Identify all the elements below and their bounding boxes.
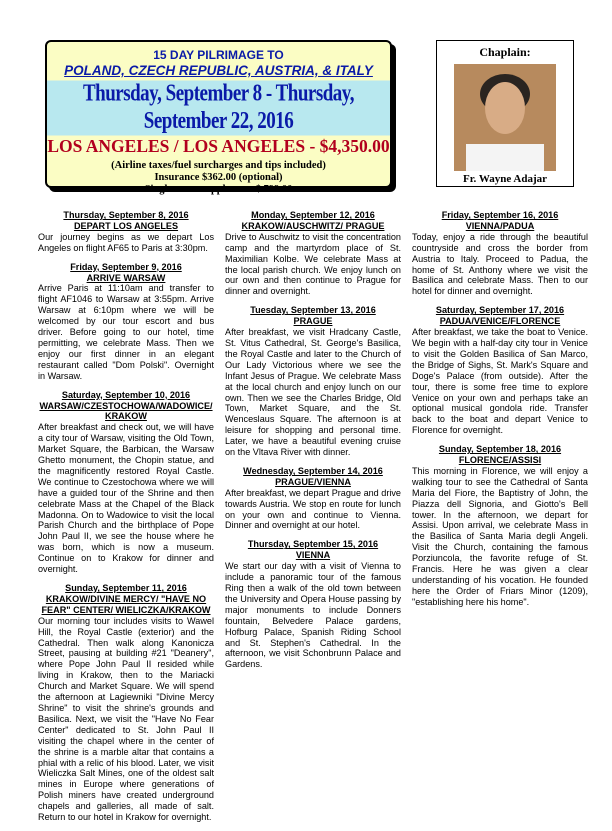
day-places: DEPART LOS ANGELES [73, 220, 179, 231]
day-date: Monday, September 12, 2016 [251, 210, 375, 220]
itinerary-column-1 [38, 210, 214, 831]
banner-note: (Airline taxes/fuel surcharges and tips included) [111, 160, 326, 171]
chaplain-box [436, 40, 574, 187]
chaplain-name: Fr. Wayne Adajar [462, 173, 548, 185]
day-date: Thursday, September 8, 2016 [63, 210, 189, 220]
itinerary-day [412, 210, 588, 297]
day-date: Thursday, September 15, 2016 [247, 539, 379, 550]
day-description: After breakfast and check out, we will have a city tour of Warsaw, visiting the Old Town, Market Square, the Barbican, the Warsaw Ghetto monument, the Chopin statue, and the magnificently restored Royal Castle. We continue to Czestochowa where we will have a guided tour of the Shrine and then celebrate Mass at the Chapel of the Black Madonna. On to Wadowice to visit the local Parish Church and the birthplace of Pope John Paul II, we see the house where he was born, which is now a museum. Continue on to Krakow for dinner and overnight. [38, 422, 214, 575]
itinerary-day [38, 262, 214, 382]
banner-route-price: LOS ANGELES / LOS ANGELES - $4,350.00 [47, 136, 390, 156]
day-description: Our journey begins as we depart Los Angeles on flight AF65 to Paris at 3:30pm. [38, 231, 214, 253]
day-description: Arrive Paris at 11:10am and transfer to flight AF1046 to Warsaw at 3:55pm. Arrive Warsaw at 6:10pm where we will be welcomed by our tour escort and bus driver. Before going to our hotel, time permitting, we celebrate Mass. Then we enjoy our first dinner in an elegant restaurant called "Dom Polski". Overnight in Warsaw. [38, 283, 214, 381]
chaplain-title: Chaplain: [479, 45, 531, 59]
itinerary-day [412, 444, 588, 608]
banner-single-supplement: Single room supplement $ 799.00 [144, 184, 293, 195]
itinerary-day [412, 305, 588, 436]
day-date: Wednesday, September 14, 2016 [243, 465, 383, 476]
day-date: Sunday, September 11, 2016 [65, 583, 187, 593]
day-date: Friday, September 16, 2016 [441, 210, 559, 220]
chaplain-photo [454, 64, 556, 171]
day-date: Saturday, September 10, 2016 [61, 389, 191, 400]
itinerary-column-3 [412, 210, 588, 616]
day-places: WARSAW/CZESTOCHOWA/WADOWICE/ KRAKOW [39, 400, 213, 422]
itinerary-day [225, 539, 401, 670]
day-description: We start our day with a visit of Vienna to include a panoramic tour of the famous Ring then a walk of the old town between the University and Opera House passing by major monuments to include Donners fountain, Belvedere Palace gardens, Hofburg Palace, Spanish Riding School and St. Stephen's Cathedral. In the afternoon, we visit Schonbrunn Palace and Gardens. [225, 561, 401, 670]
day-places: FLORENCE/ASSISI [458, 455, 542, 466]
day-places: VIENNA/PADUA [465, 220, 535, 231]
day-description: After breakfast, we take the boat to Venice. We begin with a half-day city tour in Venice to visit the Golden Basilica of San Marco, the Bridge of Sighs, St. Mark's Square and Doge's Palace (from outside). After the tour, there is some free time to explore Venice on your own and perhaps take an optional musical gondola ride. Transfer back to the boat and depart Venice to Florence for overnight. [412, 327, 588, 436]
itinerary-day [38, 210, 214, 254]
banner-insurance: Insurance $362.00 (optional) [154, 172, 283, 183]
day-description: Our morning tour includes visits to Wawel Hill, the Royal Castle (exterior) and the Cathedral. Then walk along Kanonicza Street, pausing at building #21 "Deanery", where Pope John Paul II resided while living in Krakow, then to the Mariacki Church and Market Square. We will spend the afternoon at Lagiewniki "Divine Mercy Shrine" to visit the shrine's grounds and Basilica. Next, we visit the "Have No Fear Center" dedicated to St. John Paul II visiting the chapel where in the center of the shrine is a marble altar that contains a phial with a relic of his blood. Later, we visit Wieliczka Salt Mines, one of the oldest salt mines in Europe where generations of Polish miners have created underground chapels and galleries, all made of salt. Return to our hotel in Krakow for overnight. [38, 615, 214, 823]
day-date: Tuesday, September 13, 2016 [250, 305, 376, 316]
day-places: PADUA/VENICE/FLORENCE [439, 316, 561, 327]
day-places: VIENNA [295, 550, 331, 561]
day-places: PRAGUE [293, 316, 333, 327]
day-description: After breakfast, we depart Prague and drive towards Austria. We stop en route for lunch on your own and continue to Vienna. Dinner and overnight at our hotel. [225, 487, 401, 531]
day-description: After breakfast, we visit Hradcany Castle, St. Vitus Cathedral, St. George's Basilica, the Royal Castle and later to the Church of Our Lady Victorious where we see the Infant Jesus of Prague. We celebrate Mass at the local church and enjoy lunch on our own. Then we see the Charles Bridge, Old Town, Market Square, and the St. Wenceslaus Square. The afternoon is at leisure for shopping and personal time. Later, we have a beautiful evening cruise on the Vltava River with dinner. [225, 327, 401, 458]
itinerary-day [38, 583, 214, 823]
banner-heading: 15 DAY PILRIMAGE TO [153, 48, 284, 62]
day-places: ARRIVE WARSAW [86, 272, 166, 283]
banner-dates: Thursday, September 8 - Thursday, September 22, 2016 [47, 81, 390, 136]
day-description: Drive to Auschwitz to visit the concentration camp and the martyrdom place of St. Maximilian Kolbe. We celebrate Mass at the local parish church. We enjoy lunch on our own and then continue to Prague for dinner and overnight. [225, 231, 401, 297]
itinerary-day [38, 390, 214, 575]
day-places: KRAKOW/DIVINE MERCY/ "HAVE NO FEAR" CENTER/ WIELICZKA/KRAKOW [41, 593, 211, 615]
chaplain-portrait-icon [454, 64, 556, 171]
itinerary-column-2 [225, 210, 401, 678]
day-places: KRAKOW/AUSCHWITZ/ PRAGUE [241, 220, 385, 231]
trip-banner [45, 40, 392, 195]
day-description: This morning in Florence, we will enjoy a walking tour to see the Cathedral of Santa Maria del Fiore, the Baptistry of John, the Piazza dell Signoria, and Giotto's Bell tower. In the afternoon, we depart for Assisi. Upon arrival, we celebrate Mass in the Basilica of Santa Maria degli Angeli. Visit the Church, containing the famous Porziuncola, the favorite refuge of St. Francis. Here he was given a clear understanding of his vocation. He founded here the Order of Friars Minor (1209), "establishing here his home". [412, 465, 588, 607]
day-description: Today, enjoy a ride through the beautiful countryside and cross the border from Austria to Italy. Proceed to Padua, the home of St. Anthony where we visit the Basilica and celebrate Mass. Then to our hotel for dinner and overnight. [412, 231, 588, 297]
day-date: Saturday, September 17, 2016 [435, 305, 565, 316]
banner-countries: POLAND, CZECH REPUBLIC, AUSTRIA, & ITALY [64, 63, 373, 78]
itinerary-day [225, 210, 401, 297]
day-date: Sunday, September 18, 2016 [438, 444, 562, 455]
day-date: Friday, September 9, 2016 [70, 261, 182, 272]
itinerary-day [225, 305, 401, 458]
itinerary-day [225, 466, 401, 531]
day-places: PRAGUE/VIENNA [275, 476, 351, 487]
